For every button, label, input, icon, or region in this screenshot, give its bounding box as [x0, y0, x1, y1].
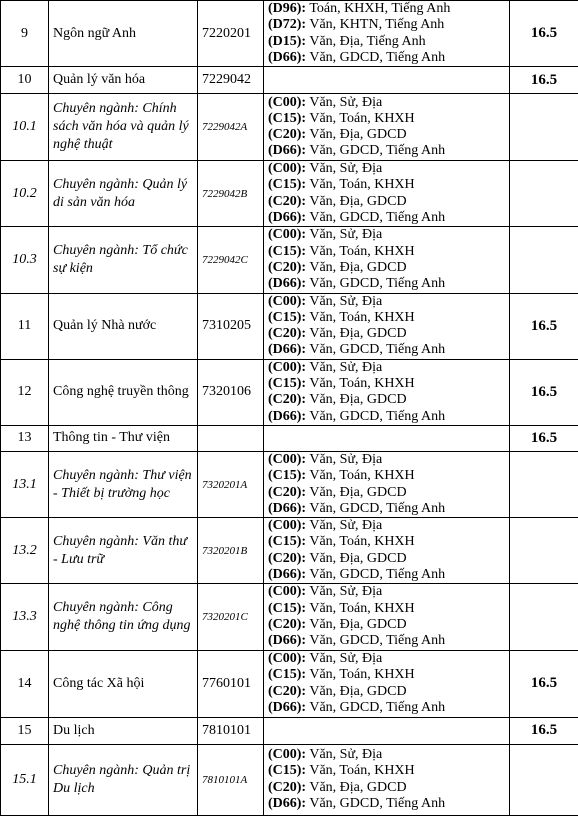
admission-score: [510, 161, 578, 227]
combination-code: (C15):: [268, 244, 306, 259]
combination-subjects: Văn, Địa, GDCD: [306, 780, 406, 795]
program-code: 7229042B: [198, 161, 264, 227]
row-number: 10.2: [1, 161, 49, 227]
admission-score: [510, 227, 578, 293]
admission-score: 16.5: [510, 717, 578, 744]
combination-code: (C00):: [268, 452, 306, 467]
subject-combination: [268, 617, 505, 633]
combination-subjects: Văn, Địa, GDCD: [306, 684, 406, 699]
combination-code: (D72):: [268, 17, 306, 32]
table-row: [1, 584, 578, 650]
subject-combination: [268, 518, 505, 534]
combination-code: (C15):: [268, 468, 306, 483]
subject-combination: [268, 567, 505, 583]
subject-combination: [268, 796, 505, 812]
row-number: 10.3: [1, 227, 49, 293]
combination-code: (C00):: [268, 95, 306, 110]
subject-combination: [268, 485, 505, 501]
combination-subjects: Văn, KHTN, Tiếng Anh: [306, 17, 444, 32]
combination-subjects: Toán, KHXH, Tiếng Anh: [306, 1, 450, 16]
combination-subjects: Văn, Địa, GDCD: [306, 326, 406, 341]
program-code: 7310205: [198, 293, 264, 359]
row-number: 13.1: [1, 451, 49, 517]
subject-combination: [268, 143, 505, 159]
combination-subjects: Văn, Sử, Địa: [306, 161, 382, 176]
combination-subjects: Văn, Sử, Địa: [306, 518, 382, 533]
combination-subjects: Văn, GDCD, Tiếng Anh: [306, 143, 445, 158]
combination-code: (C00):: [268, 518, 306, 533]
program-code: 7760101: [198, 650, 264, 717]
subject-combination: [268, 392, 505, 408]
admission-score: 16.5: [510, 293, 578, 359]
combination-code: (D66):: [268, 50, 306, 65]
admission-score: 16.5: [510, 67, 578, 94]
combination-subjects: Văn, GDCD, Tiếng Anh: [306, 276, 445, 291]
combination-subjects: Văn, Toán, KHXH: [306, 601, 415, 616]
table-row: [1, 293, 578, 359]
program-code: 7320201B: [198, 518, 264, 584]
combination-subjects: Văn, GDCD, Tiếng Anh: [306, 633, 445, 648]
subject-combination: [268, 17, 505, 33]
combination-code: (C00):: [268, 161, 306, 176]
combination-code: (C20):: [268, 684, 306, 699]
combination-subjects: Văn, Địa, GDCD: [306, 485, 406, 500]
subject-combination: [268, 501, 505, 517]
program-name: Quản lý văn hóa: [49, 67, 198, 94]
program-code: 7320201A: [198, 451, 264, 517]
admission-score: 16.5: [510, 425, 578, 451]
admission-score: [510, 451, 578, 517]
subject-combination: [268, 452, 505, 468]
program-code: 7810101A: [198, 744, 264, 815]
combination-subjects: Văn, Sử, Địa: [306, 95, 382, 110]
subject-combination: [268, 227, 505, 243]
combination-code: (C15):: [268, 111, 306, 126]
table-row: [1, 451, 578, 517]
row-number: 13.2: [1, 518, 49, 584]
combination-code: (D66):: [268, 796, 306, 811]
combination-code: (C00):: [268, 651, 306, 666]
combination-subjects: Văn, Toán, KHXH: [306, 244, 415, 259]
program-code: [198, 425, 264, 451]
table-row: [1, 227, 578, 293]
combination-subjects: Văn, Địa, GDCD: [306, 551, 406, 566]
program-name: Chuyên ngành: Công nghệ thông tin ứng dụng: [49, 584, 198, 650]
combination-subjects: Văn, Địa, GDCD: [306, 260, 406, 275]
program-code: 7320201C: [198, 584, 264, 650]
program-name: Chuyên ngành: Thư viện - Thiết bị trường học: [49, 451, 198, 517]
table-row: [1, 67, 578, 94]
subject-combination: [268, 376, 505, 392]
combination-code: (C20):: [268, 485, 306, 500]
subject-combination: [268, 468, 505, 484]
subject-combination: [268, 50, 505, 66]
subject-combination: [268, 667, 505, 683]
program-code: 7229042C: [198, 227, 264, 293]
table-body: [1, 1, 578, 816]
combination-code: (C20):: [268, 392, 306, 407]
program-name: Chuyên ngành: Chính sách văn hóa và quản lý nghệ thuật: [49, 94, 198, 161]
row-number: 15: [1, 717, 49, 744]
table-row: [1, 518, 578, 584]
table-row: [1, 1, 578, 67]
combination-subjects: Văn, GDCD, Tiếng Anh: [306, 50, 445, 65]
combination-subjects: Văn, GDCD, Tiếng Anh: [306, 342, 445, 357]
row-number: 13: [1, 425, 49, 451]
combination-subjects: Văn, Sử, Địa: [306, 747, 382, 762]
combination-subjects: Văn, Sử, Địa: [306, 452, 382, 467]
subject-combinations: [264, 650, 510, 717]
row-number: 11: [1, 293, 49, 359]
program-name: Quản lý Nhà nước: [49, 293, 198, 359]
program-name: Du lịch: [49, 717, 198, 744]
subject-combinations: [264, 161, 510, 227]
subject-combination: [268, 633, 505, 649]
combination-code: (C00):: [268, 227, 306, 242]
subject-combination: [268, 551, 505, 567]
admission-score: [510, 94, 578, 161]
subject-combinations: [264, 717, 510, 744]
combination-code: (D66):: [268, 409, 306, 424]
row-number: 12: [1, 359, 49, 425]
row-number: 15.1: [1, 744, 49, 815]
combination-subjects: Văn, Sử, Địa: [306, 360, 382, 375]
combination-code: (D66):: [268, 210, 306, 225]
admission-score: [510, 584, 578, 650]
subject-combination: [268, 260, 505, 276]
subject-combination: [268, 326, 505, 342]
row-number: 10: [1, 67, 49, 94]
subject-combination: [268, 747, 505, 763]
program-name: Chuyên ngành: Văn thư - Lưu trữ: [49, 518, 198, 584]
admission-score: 16.5: [510, 650, 578, 717]
program-name: Công tác Xã hội: [49, 650, 198, 717]
row-number: 10.1: [1, 94, 49, 161]
combination-subjects: Văn, GDCD, Tiếng Anh: [306, 501, 445, 516]
program-code: 7810101: [198, 717, 264, 744]
combination-subjects: Văn, Địa, GDCD: [306, 127, 406, 142]
combination-code: (D66):: [268, 700, 306, 715]
combination-subjects: Văn, Địa, GDCD: [306, 392, 406, 407]
subject-combination: [268, 111, 505, 127]
combination-subjects: Văn, GDCD, Tiếng Anh: [306, 567, 445, 582]
combination-code: (C15):: [268, 310, 306, 325]
admission-score: 16.5: [510, 1, 578, 67]
row-number: 9: [1, 1, 49, 67]
table-row: [1, 425, 578, 451]
subject-combination: [268, 210, 505, 226]
combination-subjects: Văn, Toán, KHXH: [306, 468, 415, 483]
combination-subjects: Văn, GDCD, Tiếng Anh: [306, 210, 445, 225]
program-name: Ngôn ngữ Anh: [49, 1, 198, 67]
combination-subjects: Văn, Toán, KHXH: [306, 534, 415, 549]
subject-combination: [268, 276, 505, 292]
program-code: 7320106: [198, 359, 264, 425]
subject-combination: [268, 194, 505, 210]
subject-combination: [268, 177, 505, 193]
table-row: [1, 94, 578, 161]
combination-subjects: Văn, Toán, KHXH: [306, 667, 415, 682]
combination-subjects: Văn, GDCD, Tiếng Anh: [306, 409, 445, 424]
combination-code: (D66):: [268, 567, 306, 582]
combination-code: (C00):: [268, 360, 306, 375]
subject-combination: [268, 310, 505, 326]
program-code: 7229042A: [198, 94, 264, 161]
subject-combination: [268, 584, 505, 600]
combination-subjects: Văn, Địa, GDCD: [306, 194, 406, 209]
program-name: Công nghệ truyền thông: [49, 359, 198, 425]
subject-combination: [268, 651, 505, 667]
subject-combination: [268, 95, 505, 111]
combination-code: (C15):: [268, 376, 306, 391]
combination-code: (C20):: [268, 127, 306, 142]
subject-combination: [268, 601, 505, 617]
combination-code: (C00):: [268, 584, 306, 599]
subject-combinations: [264, 1, 510, 67]
subject-combinations: [264, 94, 510, 161]
combination-subjects: Văn, Địa, Tiếng Anh: [306, 34, 426, 49]
program-name: Thông tin - Thư viện: [49, 425, 198, 451]
subject-combinations: [264, 451, 510, 517]
program-code: 7229042: [198, 67, 264, 94]
combination-code: (C20):: [268, 617, 306, 632]
subject-combination: [268, 161, 505, 177]
admission-score: [510, 744, 578, 815]
combination-code: (D66):: [268, 143, 306, 158]
subject-combinations: [264, 744, 510, 815]
table-row: [1, 359, 578, 425]
table-row: [1, 161, 578, 227]
combination-code: (C15):: [268, 763, 306, 778]
combination-code: (C15):: [268, 601, 306, 616]
combination-code: (C20):: [268, 260, 306, 275]
combination-subjects: Văn, GDCD, Tiếng Anh: [306, 700, 445, 715]
row-number: 13.3: [1, 584, 49, 650]
combination-code: (D66):: [268, 276, 306, 291]
combination-code: (D15):: [268, 34, 306, 49]
subject-combination: [268, 127, 505, 143]
combination-subjects: Văn, Sử, Địa: [306, 651, 382, 666]
subject-combination: [268, 1, 505, 17]
subject-combinations: [264, 425, 510, 451]
subject-combination: [268, 763, 505, 779]
program-name: Chuyên ngành: Tổ chức sự kiện: [49, 227, 198, 293]
combination-subjects: Văn, Địa, GDCD: [306, 617, 406, 632]
combination-code: (D96):: [268, 1, 306, 16]
subject-combination: [268, 34, 505, 50]
program-code: 7220201: [198, 1, 264, 67]
subject-combination: [268, 342, 505, 358]
subject-combination: [268, 534, 505, 550]
program-name: Chuyên ngành: Quản trị Du lịch: [49, 744, 198, 815]
table-row: [1, 744, 578, 815]
combination-code: (C20):: [268, 551, 306, 566]
subject-combinations: [264, 67, 510, 94]
subject-combinations: [264, 227, 510, 293]
subject-combination: [268, 409, 505, 425]
combination-code: (D66):: [268, 342, 306, 357]
admission-score: 16.5: [510, 359, 578, 425]
combination-code: (C15):: [268, 534, 306, 549]
admission-score: [510, 518, 578, 584]
subject-combinations: [264, 359, 510, 425]
table-row: [1, 650, 578, 717]
combination-subjects: Văn, Toán, KHXH: [306, 177, 415, 192]
subject-combination: [268, 244, 505, 260]
combination-subjects: Văn, Sử, Địa: [306, 294, 382, 309]
subject-combinations: [264, 584, 510, 650]
combination-subjects: Văn, Toán, KHXH: [306, 763, 415, 778]
combination-code: (C00):: [268, 294, 306, 309]
combination-code: (C15):: [268, 667, 306, 682]
combination-subjects: Văn, Sử, Địa: [306, 584, 382, 599]
row-number: 14: [1, 650, 49, 717]
combination-subjects: Văn, Toán, KHXH: [306, 310, 415, 325]
combination-subjects: Văn, Toán, KHXH: [306, 111, 415, 126]
combination-subjects: Văn, GDCD, Tiếng Anh: [306, 796, 445, 811]
table-row: [1, 717, 578, 744]
subject-combinations: [264, 293, 510, 359]
subject-combination: [268, 700, 505, 716]
combination-code: (C20):: [268, 780, 306, 795]
subject-combination: [268, 294, 505, 310]
combination-subjects: Văn, Toán, KHXH: [306, 376, 415, 391]
combination-code: (D66):: [268, 633, 306, 648]
subject-combination: [268, 684, 505, 700]
program-name: Chuyên ngành: Quản lý di sản văn hóa: [49, 161, 198, 227]
subject-combination: [268, 780, 505, 796]
combination-code: (C20):: [268, 326, 306, 341]
subject-combinations: [264, 518, 510, 584]
combination-code: (D66):: [268, 501, 306, 516]
combination-subjects: Văn, Sử, Địa: [306, 227, 382, 242]
subject-combination: [268, 360, 505, 376]
combination-code: (C20):: [268, 194, 306, 209]
combination-code: (C00):: [268, 747, 306, 762]
combination-code: (C15):: [268, 177, 306, 192]
